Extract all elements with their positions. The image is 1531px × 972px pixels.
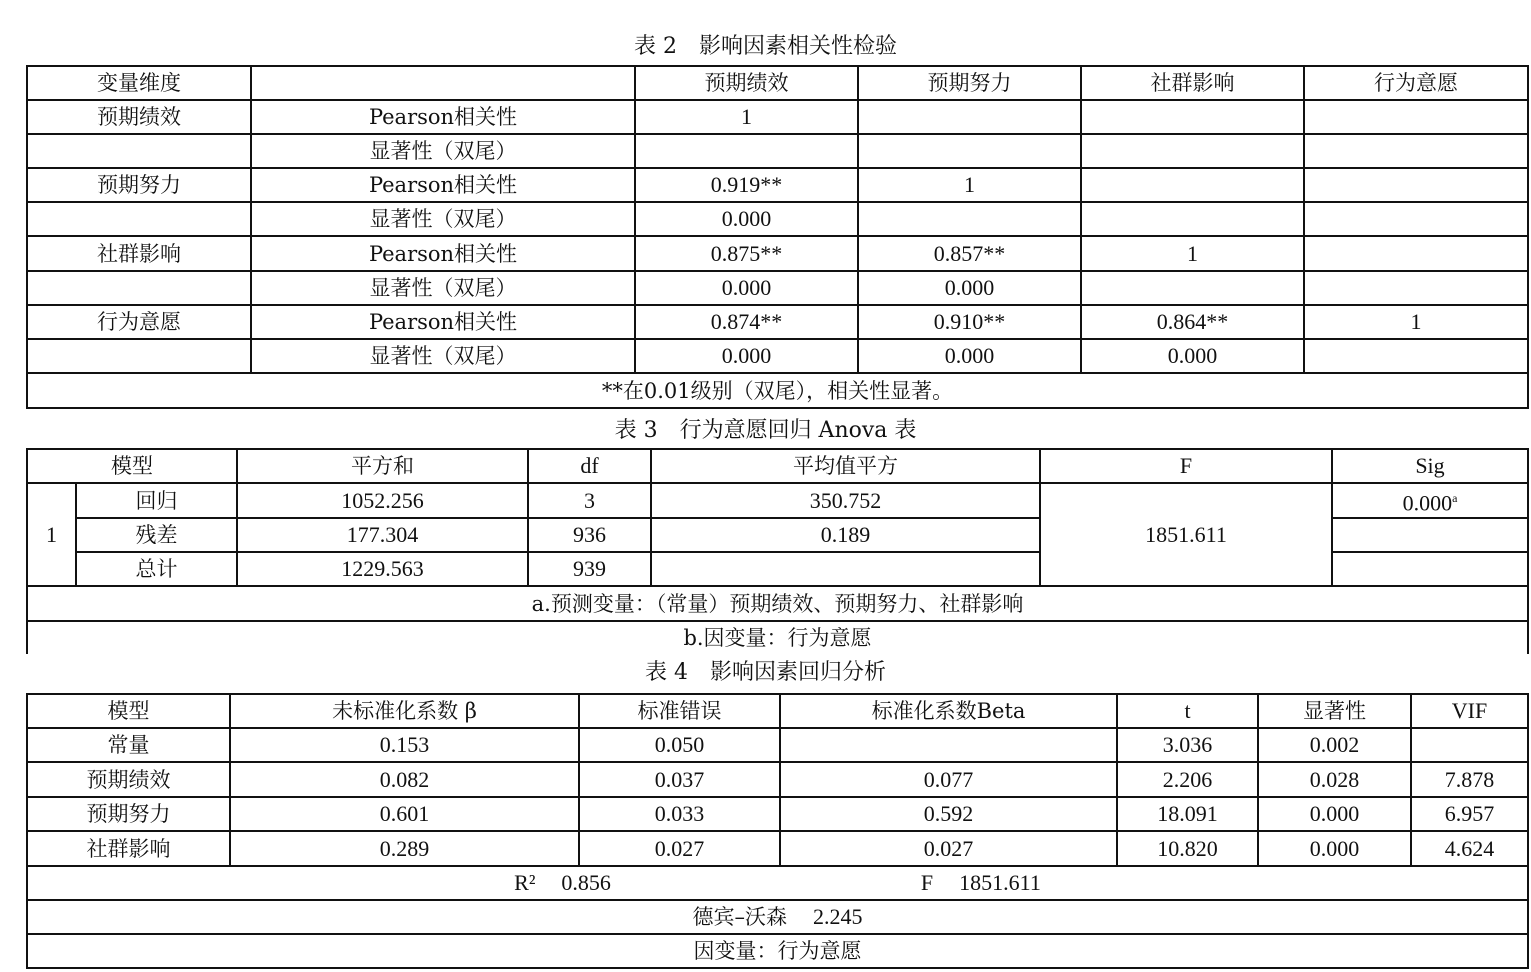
table-cell: 18.091 — [1117, 797, 1258, 831]
table-cell: 6.957 — [1411, 797, 1528, 831]
table-cell — [1081, 100, 1304, 134]
table-cell — [635, 134, 858, 168]
durbin-watson-row — [27, 900, 1528, 934]
f-value: 1851.611 — [1040, 483, 1332, 586]
table-cell: 1229.563 — [237, 552, 528, 586]
table-cell: 0.037 — [579, 762, 780, 797]
table-row — [27, 797, 1528, 831]
table-row — [27, 271, 1528, 305]
variable-name — [27, 339, 251, 373]
table-cell: 1052.256 — [237, 483, 528, 518]
f-statistic-value: 1851.611 — [959, 870, 1041, 895]
sig-value — [1332, 483, 1528, 518]
table-row — [27, 831, 1528, 866]
dependent-row — [27, 934, 1528, 968]
durbin-watson-summary — [27, 900, 1528, 934]
table-cell: 350.752 — [651, 483, 1040, 518]
table4-caption: 表 4 影响因素回归分析 — [645, 660, 886, 685]
table3-header: Sig — [1332, 449, 1528, 483]
table-row — [27, 134, 1528, 168]
table3-note-row — [27, 586, 1528, 621]
r-squared-value: 0.856 — [561, 870, 611, 895]
variable-name — [27, 271, 251, 305]
table-cell: 3 — [528, 483, 651, 518]
table2-header-row — [27, 66, 1528, 100]
table-cell — [1304, 236, 1528, 271]
table-cell: 0.601 — [230, 797, 579, 831]
table-cell: 0.050 — [579, 728, 780, 762]
table-cell — [1081, 202, 1304, 236]
statistic-label: Pearson相关性 — [251, 305, 635, 339]
table-cell: 0.000 — [635, 339, 858, 373]
variable-name: 预期绩效 — [27, 100, 251, 134]
table-cell: 7.878 — [1411, 762, 1528, 797]
statistic-label: Pearson相关性 — [251, 236, 635, 271]
table-cell — [858, 134, 1081, 168]
table-cell: 0.002 — [1258, 728, 1411, 762]
table-cell: 10.820 — [1117, 831, 1258, 866]
table2-header: 行为意愿 — [1304, 66, 1528, 100]
table-cell: 0.000 — [1258, 797, 1411, 831]
table-row — [27, 728, 1528, 762]
source-label: 回归 — [76, 483, 237, 518]
table-cell — [858, 202, 1081, 236]
table-cell — [1081, 168, 1304, 202]
table3-header: 模型 — [27, 449, 237, 483]
table-cell: 1 — [1304, 305, 1528, 339]
table-row — [27, 483, 1528, 518]
table-cell — [1332, 518, 1528, 552]
table3-header: 平方和 — [237, 449, 528, 483]
table-cell — [780, 728, 1117, 762]
table3-caption: 表 3 行为意愿回归 Anova 表 — [614, 418, 917, 443]
durbin-watson-label: 德宾–沃森 — [692, 905, 787, 929]
statistic-label: 显著性（双尾） — [251, 202, 635, 236]
table4-header: t — [1117, 694, 1258, 728]
table-row — [27, 339, 1528, 373]
source-label: 总计 — [76, 552, 237, 586]
table3-header: F — [1040, 449, 1332, 483]
table4-header: 未标准化系数 β — [230, 694, 579, 728]
source-label: 残差 — [76, 518, 237, 552]
sig-number: 0.000 — [1402, 490, 1453, 516]
table-cell: 0.027 — [780, 831, 1117, 866]
table-cell: 0.189 — [651, 518, 1040, 552]
statistic-label: Pearson相关性 — [251, 168, 635, 202]
variable-name: 行为意愿 — [27, 305, 251, 339]
variable-name: 常量 — [27, 728, 230, 762]
table4-header: 显著性 — [1258, 694, 1411, 728]
table-cell: 0.919** — [635, 168, 858, 202]
table-cell — [1304, 168, 1528, 202]
table2-header: 变量维度 — [27, 66, 251, 100]
anova-table — [26, 448, 1529, 654]
variable-name: 预期努力 — [27, 797, 230, 831]
statistic-label: Pearson相关性 — [251, 100, 635, 134]
model-fit-row — [27, 866, 1528, 900]
variable-name: 预期绩效 — [27, 762, 230, 797]
table-cell: 2.206 — [1117, 762, 1258, 797]
table-cell — [1081, 134, 1304, 168]
table-cell: 0.082 — [230, 762, 579, 797]
table-cell — [1304, 202, 1528, 236]
table-cell: 3.036 — [1117, 728, 1258, 762]
statistic-label: 显著性（双尾） — [251, 339, 635, 373]
table-cell — [1332, 552, 1528, 586]
table-cell: 0.033 — [579, 797, 780, 831]
table2-header: 预期努力 — [858, 66, 1081, 100]
table-cell: 0.875** — [635, 236, 858, 271]
table-cell: 939 — [528, 552, 651, 586]
table4-header: VIF — [1411, 694, 1528, 728]
table-row — [27, 236, 1528, 271]
model-number: 1 — [27, 483, 76, 586]
variable-name — [27, 202, 251, 236]
table3-note-row — [27, 621, 1528, 654]
table4-header: 标准错误 — [579, 694, 780, 728]
f-label: F — [920, 870, 934, 895]
table-row — [27, 305, 1528, 339]
table-cell — [1304, 271, 1528, 305]
table-row — [27, 168, 1528, 202]
table-cell: 0.874** — [635, 305, 858, 339]
table4-header: 标准化系数Beta — [780, 694, 1117, 728]
table-cell: 0.857** — [858, 236, 1081, 271]
table-cell: 0.000 — [858, 339, 1081, 373]
table-cell — [1304, 339, 1528, 373]
table3-header-row — [27, 449, 1528, 483]
table-row — [27, 100, 1528, 134]
table2-note-row — [27, 373, 1528, 408]
table2-caption: 表 2 影响因素相关性检验 — [634, 34, 897, 59]
dependent-note: b.因变量：行为意愿 — [27, 621, 1528, 654]
regression-table — [26, 693, 1529, 969]
table3-header: 平均值平方 — [651, 449, 1040, 483]
variable-name: 预期努力 — [27, 168, 251, 202]
table-cell: 1 — [635, 100, 858, 134]
table-cell — [1304, 100, 1528, 134]
table-cell: 0.000 — [858, 271, 1081, 305]
variable-name: 社群影响 — [27, 236, 251, 271]
table-cell: 4.624 — [1411, 831, 1528, 866]
table-cell: 0.000 — [1258, 831, 1411, 866]
table2-header: 预期绩效 — [635, 66, 858, 100]
variable-name — [27, 134, 251, 168]
table2-header — [251, 66, 635, 100]
table-cell: 0.289 — [230, 831, 579, 866]
table-cell: 936 — [528, 518, 651, 552]
table-cell — [1304, 134, 1528, 168]
table-cell: 0.000 — [1081, 339, 1304, 373]
table2-header: 社群影响 — [1081, 66, 1304, 100]
table-cell: 0.077 — [780, 762, 1117, 797]
table-cell — [858, 100, 1081, 134]
sig-superscript: a — [1452, 490, 1458, 505]
table-cell: 1 — [858, 168, 1081, 202]
table-cell: 0.028 — [1258, 762, 1411, 797]
model-fit-summary — [27, 866, 1528, 900]
table-cell — [1081, 271, 1304, 305]
table-cell: 0.592 — [780, 797, 1117, 831]
table-cell: 0.910** — [858, 305, 1081, 339]
table-cell: 177.304 — [237, 518, 528, 552]
table-cell: 0.027 — [579, 831, 780, 866]
statistic-label: 显著性（双尾） — [251, 134, 635, 168]
r-squared-label: R² — [514, 870, 536, 895]
predictor-note: a.预测变量：（常量）预期绩效、预期努力、社群影响 — [27, 586, 1528, 621]
statistic-label: 显著性（双尾） — [251, 271, 635, 305]
variable-name: 社群影响 — [27, 831, 230, 866]
table3-header: df — [528, 449, 651, 483]
significance-note: **在0.01级别（双尾），相关性显著。 — [27, 373, 1528, 408]
table-cell: 1 — [1081, 236, 1304, 271]
table4-header: 模型 — [27, 694, 230, 728]
durbin-watson-value: 2.245 — [813, 904, 863, 929]
table-row — [27, 202, 1528, 236]
correlation-table — [26, 65, 1529, 409]
table-cell — [651, 552, 1040, 586]
table-cell: 0.000 — [635, 202, 858, 236]
table-cell: 0.153 — [230, 728, 579, 762]
table-row — [27, 762, 1528, 797]
table-cell: 0.864** — [1081, 305, 1304, 339]
table-cell — [1411, 728, 1528, 762]
table-cell: 0.000 — [635, 271, 858, 305]
dependent-variable-note: 因变量：行为意愿 — [27, 934, 1528, 968]
table4-header-row — [27, 694, 1528, 728]
